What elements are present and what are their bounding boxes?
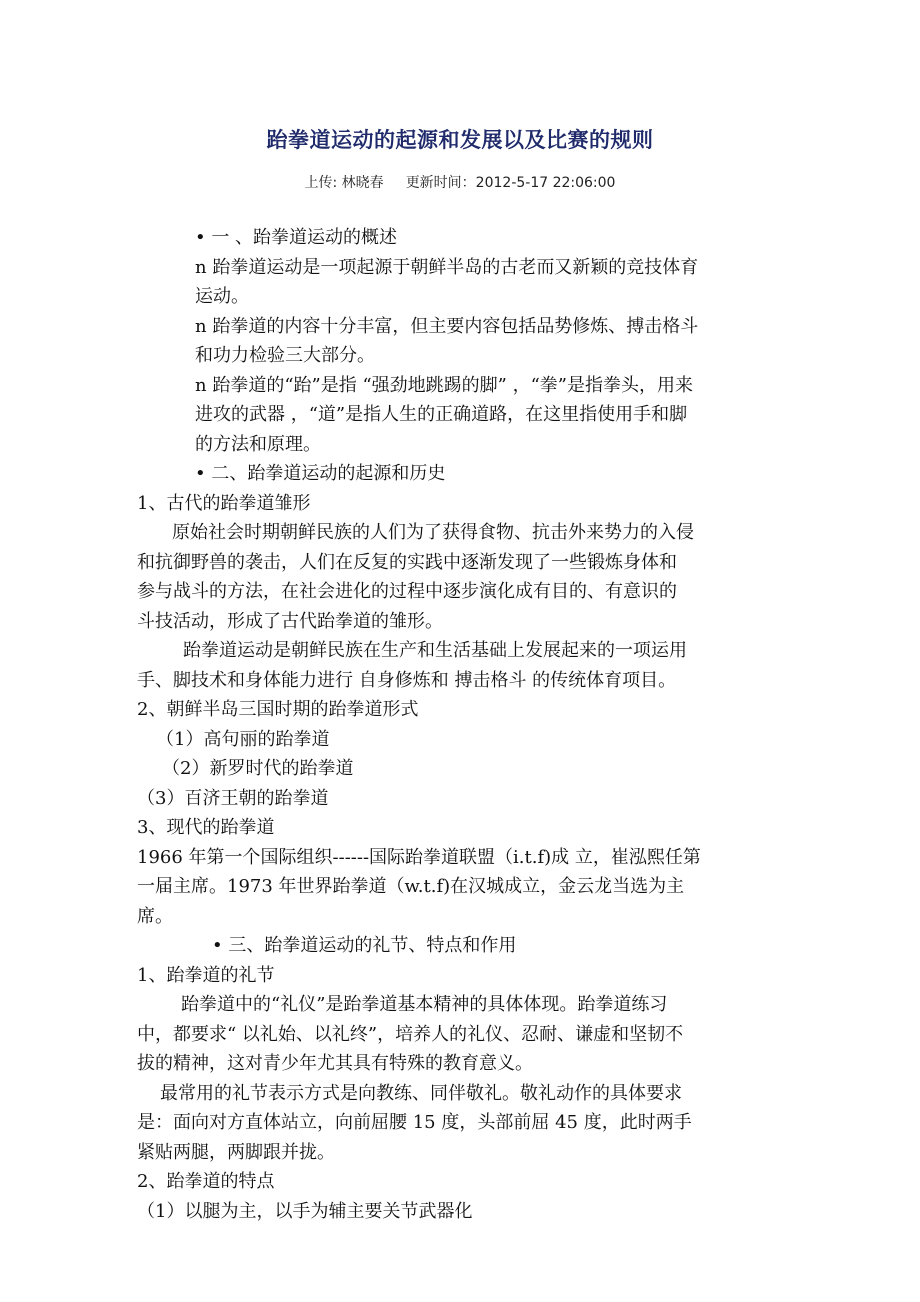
paragraph-line: 中，都要求“ 以礼始、以礼终”，培养人的礼仪、忍耐、谦虚和坚韧不 xyxy=(137,1023,684,1045)
section-heading: • 一 、跆拳道运动的概述 xyxy=(195,227,398,248)
update-time-text: 更新时间：2012-5-17 22:06:00 xyxy=(405,175,616,191)
paragraph-line: 1966 年第一个国际组织------国际跆拳道联盟（i.t.f)成 立，崔泓熙任第 xyxy=(137,846,701,868)
paragraph-line: 紧贴两腿，两脚跟并拢。 xyxy=(137,1141,335,1163)
paragraph-line: n 跆拳道运动是一项起源于朝鲜半岛的古老而又新颖的竞技体育 xyxy=(195,256,699,278)
document-meta xyxy=(0,172,920,192)
paragraph-line: 的方法和原理。 xyxy=(195,433,321,455)
list-item: （2）新罗时代的跆拳道 xyxy=(162,758,354,779)
paragraph-line: 是：面向对方直体站立，向前屈腰 15 度，头部前屈 45 度，此时两手 xyxy=(137,1112,692,1133)
document-title: 跆拳道运动的起源和发展以及比赛的规则 xyxy=(266,128,654,152)
subsection-heading: 1、古代的跆拳道雏形 xyxy=(137,492,311,514)
uploader-text: 上传: 林晓春 xyxy=(304,175,384,191)
list-item: （3）百济王朝的跆拳道 xyxy=(137,787,329,809)
paragraph-line: 拔的精神，这对青少年尤其具有特殊的教育意义。 xyxy=(137,1053,533,1074)
list-item: （1）高句丽的跆拳道 xyxy=(156,728,330,750)
list-item: （1）以腿为主，以手为辅主要关节武器化 xyxy=(137,1200,473,1222)
paragraph-line: 参与战斗的方法，在社会进化的过程中逐步演化成有目的、有意识的 xyxy=(137,581,677,602)
paragraph-line: n 跆拳道的内容十分丰富，但主要内容包括品势修炼、搏击格斗 xyxy=(195,315,699,337)
subsection-heading: 1、跆拳道的礼节 xyxy=(137,964,275,986)
paragraph-line: 跆拳道中的“礼仪”是跆拳道基本精神的具体体现。跆拳道练习 xyxy=(181,994,668,1015)
section-heading: • 二、跆拳道运动的起源和历史 xyxy=(195,463,446,484)
paragraph-line: 进攻的武器 ，“道”是指人生的正确道路，在这里指使用手和脚 xyxy=(195,404,688,425)
paragraph-line: 斗技活动，形成了古代跆拳道的雏形。 xyxy=(137,610,443,632)
section-heading: • 三、跆拳道运动的礼节、特点和作用 xyxy=(212,935,517,956)
paragraph-line: 手、脚技术和身体能力进行 自身修炼和 搏击格斗 的传统体育项目。 xyxy=(137,669,677,691)
paragraph-line: 原始社会时期朝鲜民族的人们为了获得食物、抗击外来势力的入侵 xyxy=(172,522,694,543)
paragraph-line: 和功力检验三大部分。 xyxy=(195,345,375,366)
subsection-heading: 2、朝鲜半岛三国时期的跆拳道形式 xyxy=(137,699,419,720)
paragraph-line: 和抗御野兽的袭击，人们在反复的实践中逐渐发现了一些锻炼身体和 xyxy=(137,551,677,573)
document-body xyxy=(137,223,783,1226)
paragraph-line: 跆拳道运动是朝鲜民族在生产和生活基础上发展起来的一项运用 xyxy=(183,640,687,661)
paragraph-line: n 跆拳道的“跆”是指 “强劲地跳踢的脚” ，“拳”是指拳头，用来 xyxy=(195,374,693,396)
paragraph-line: 席。 xyxy=(137,905,173,927)
paragraph-line: 一届主席。1973 年世界跆拳道（w.t.f)在汉城成立，金云龙当选为主 xyxy=(137,876,685,897)
subsection-heading: 2、跆拳道的特点 xyxy=(137,1171,275,1192)
subsection-heading: 3、现代的跆拳道 xyxy=(137,817,275,838)
paragraph-line: 运动。 xyxy=(195,286,249,307)
paragraph-line: 最常用的礼节表示方式是向教练、同伴敬礼。敬礼动作的具体要求 xyxy=(160,1082,682,1104)
